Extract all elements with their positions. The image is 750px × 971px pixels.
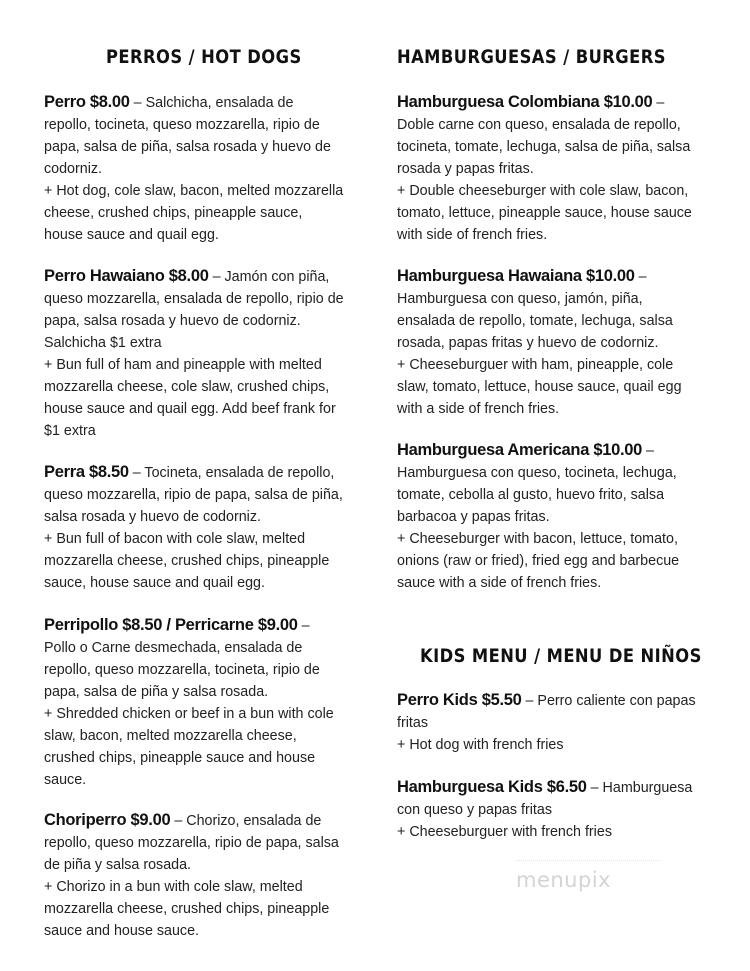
menu-item-hamburguesa-americana bbox=[397, 439, 697, 594]
item-english-description: + Hot dog with french fries bbox=[397, 737, 564, 753]
item-name: Perro Kids $5.50 bbox=[397, 691, 522, 709]
item-name: Perra $8.50 bbox=[44, 463, 129, 481]
item-description: – Pollo o Carne desmechada, ensalada de repollo, queso mozzarella, tocineta, ripio de papa, salsa de piña y salsa rosada. bbox=[44, 618, 320, 700]
item-name: Perro Hawaiano $8.00 bbox=[44, 267, 209, 285]
item-english-description: + Hot dog, cole slaw, bacon, melted mozzarella cheese, crushed chips, pineapple sauce, house sauce and quail egg. bbox=[44, 183, 344, 243]
item-english-description: + Bun full of ham and pineapple with melted mozzarella cheese, cole slaw, crushed chips, house sauce and quail egg. Add beef frank for $1 extra bbox=[44, 357, 336, 439]
item-name: Hamburguesa Hawaiana $10.00 bbox=[397, 267, 635, 285]
menu-item-hamburguesa-colombiana bbox=[397, 91, 697, 246]
item-description: – Salchicha, ensalada de repollo, tocineta, queso mozzarella, ripio de papa, salsa de piña, salsa rosada y huevo de codorniz. bbox=[44, 95, 331, 177]
item-name: Hamburguesa Kids $6.50 bbox=[397, 778, 587, 796]
menu-item-perro-kids bbox=[397, 689, 697, 756]
item-english-description: + Cheeseburger with bacon, lettuce, tomato, onions (raw or fried), fried egg and barbecue sauce with a side of french fries. bbox=[397, 531, 680, 591]
kids-menu-heading: KIDS MENU / MENU DE NIÑOS bbox=[420, 645, 702, 667]
item-description: – Hamburguesa con queso, jamón, piña, ensalada de repollo, tomate, lechuga, salsa rosada, papas fritas y huevo de codorniz. bbox=[397, 269, 673, 351]
menu-item-perra bbox=[44, 461, 344, 594]
item-english-description: + Cheeseburguer with ham, pineapple, cole slaw, tomato, lettuce, house sauce, quail egg with a side of french fries. bbox=[397, 357, 682, 417]
watermark-divider bbox=[515, 860, 660, 862]
menu-item-perro-hawaiano bbox=[44, 265, 344, 442]
menu-item-choriperro bbox=[44, 809, 344, 942]
item-name: Perripollo $8.50 / Perricarne $9.00 bbox=[44, 616, 298, 634]
item-name: Hamburguesa Americana $10.00 bbox=[397, 441, 643, 459]
item-english-description: + Bun full of bacon with cole slaw, melted mozzarella cheese, crushed chips, pineapple sauce, house sauce and quail egg. bbox=[44, 531, 330, 591]
burgers-heading: HAMBURGUESAS / BURGERS bbox=[397, 46, 666, 68]
item-name: Choriperro $9.00 bbox=[44, 811, 171, 829]
menu-item-perripollo bbox=[44, 614, 344, 791]
item-description: – Hamburguesa con queso, tocineta, lechuga, tomate, cebolla al gusto, huevo frito, salsa barbacoa y papas fritas. bbox=[397, 443, 677, 525]
menu-item-hamburguesa-hawaiana bbox=[397, 265, 697, 420]
item-english-description: + Double cheeseburger with cole slaw, bacon, tomato, lettuce, pineapple sauce, house sauce with side of french fries. bbox=[397, 183, 692, 243]
item-name: Perro $8.00 bbox=[44, 93, 130, 111]
item-english-description: + Shredded chicken or beef in a bun with cole slaw, bacon, melted mozzarella cheese, crushed chips, pineapple sauce and house sauce. bbox=[44, 706, 334, 788]
hot-dogs-heading: PERROS / HOT DOGS bbox=[106, 46, 302, 68]
item-english-description: + Chorizo in a bun with cole slaw, melted mozzarella cheese, crushed chips, pineapple sauce and house sauce. bbox=[44, 879, 330, 939]
item-description: – Tocineta, ensalada de repollo, queso mozzarella, ripio de papa, salsa de piña, salsa rosada y huevo de codorniz. bbox=[44, 465, 343, 525]
item-english-description: + Cheeseburguer with french fries bbox=[397, 824, 612, 840]
item-description: – Hamburguesa con queso y papas fritas bbox=[397, 780, 693, 818]
item-description: – Doble carne con queso, ensalada de repollo, tocineta, tomate, lechuga, salsa de piña, salsa rosada y papas fritas. bbox=[397, 95, 691, 177]
item-name: Hamburguesa Colombiana $10.00 bbox=[397, 93, 653, 111]
item-description: – Chorizo, ensalada de repollo, queso mozzarella, ripio de papa, salsa de piña y salsa rosada. bbox=[44, 813, 339, 873]
menupix-watermark: menupix bbox=[516, 868, 612, 892]
menu-item-hamburguesa-kids bbox=[397, 776, 697, 843]
item-description: – Jamón con piña, queso mozzarella, ensalada de repollo, ripio de papa, salsa rosada y huevo de codorniz. Salchicha $1 extra bbox=[44, 269, 344, 351]
item-description: – Perro caliente con papas fritas bbox=[397, 693, 696, 731]
menu-item-perro bbox=[44, 91, 344, 246]
